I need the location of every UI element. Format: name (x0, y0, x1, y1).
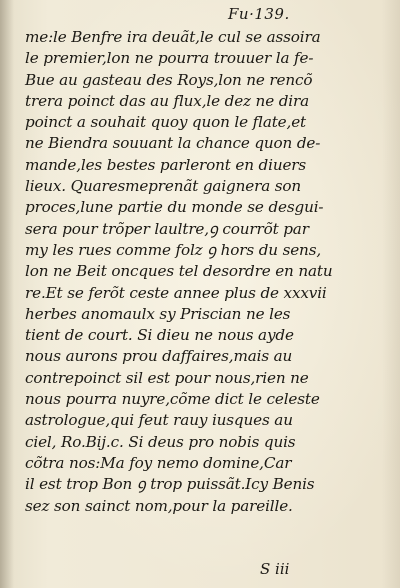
text-line: sez son sainct nom,pour la pareille. (25, 496, 293, 515)
text-block (25, 27, 347, 517)
text-line: proces,lune partie du monde se desgui- (25, 198, 324, 217)
text-line: contrepoinct sil est pour nous,rien ne (25, 368, 309, 387)
text-line: sera pour trõper laultre,ꝯ courrõt par (25, 219, 309, 238)
text-line: mande,les bestes parleront en diuers (25, 155, 307, 174)
text-line: lieux. Quaresmeprenãt gaignera son (25, 177, 302, 196)
gutter-shadow (0, 0, 14, 588)
text-line: le premier,lon ne pourra trouuer la fe- (25, 49, 314, 68)
page-edge-shading (382, 0, 400, 588)
text-line: il est trop Bon ꝯ trop puissãt.Icy Benis (25, 475, 315, 494)
text-line: ne Biendra souuant la chance quon de- (25, 134, 321, 153)
text-line: Bue au gasteau des Roys,lon ne rencõ (25, 70, 313, 89)
folio-number: Fu·139. (228, 5, 290, 23)
text-line: my les rues comme folz ꝯ hors du sens, (25, 240, 322, 259)
text-line: cõtra nos:Ma foy nemo domine,Car (25, 453, 292, 472)
text-line: nous pourra nuyre,cõme dict le celeste (25, 390, 320, 409)
text-line: trera poinct das au flux,le dez ne dira (25, 91, 310, 110)
text-line: astrologue,qui feut rauy iusques au (25, 411, 293, 430)
text-line: ciel, Ro.Bij.c. Si deus pro nobis quis (25, 432, 296, 451)
text-line: nous aurons prou daffaires,mais au (25, 347, 293, 366)
text-line: lon ne Beit oncques tel desordre en natu (25, 262, 333, 281)
text-line: tient de court. Si dieu ne nous ayde (25, 326, 294, 345)
text-line: me:le Benfre ira deuãt,le cul se assoira (25, 28, 321, 46)
text-line: herbes anomaulx sy Priscian ne les (25, 304, 291, 323)
text-line: re.Et se ferõt cestе annee plus de xxxvii (25, 283, 327, 302)
signature-mark: S iii (260, 560, 290, 578)
text-line: poinct a souhait quoy quon le flate,et (25, 113, 306, 132)
